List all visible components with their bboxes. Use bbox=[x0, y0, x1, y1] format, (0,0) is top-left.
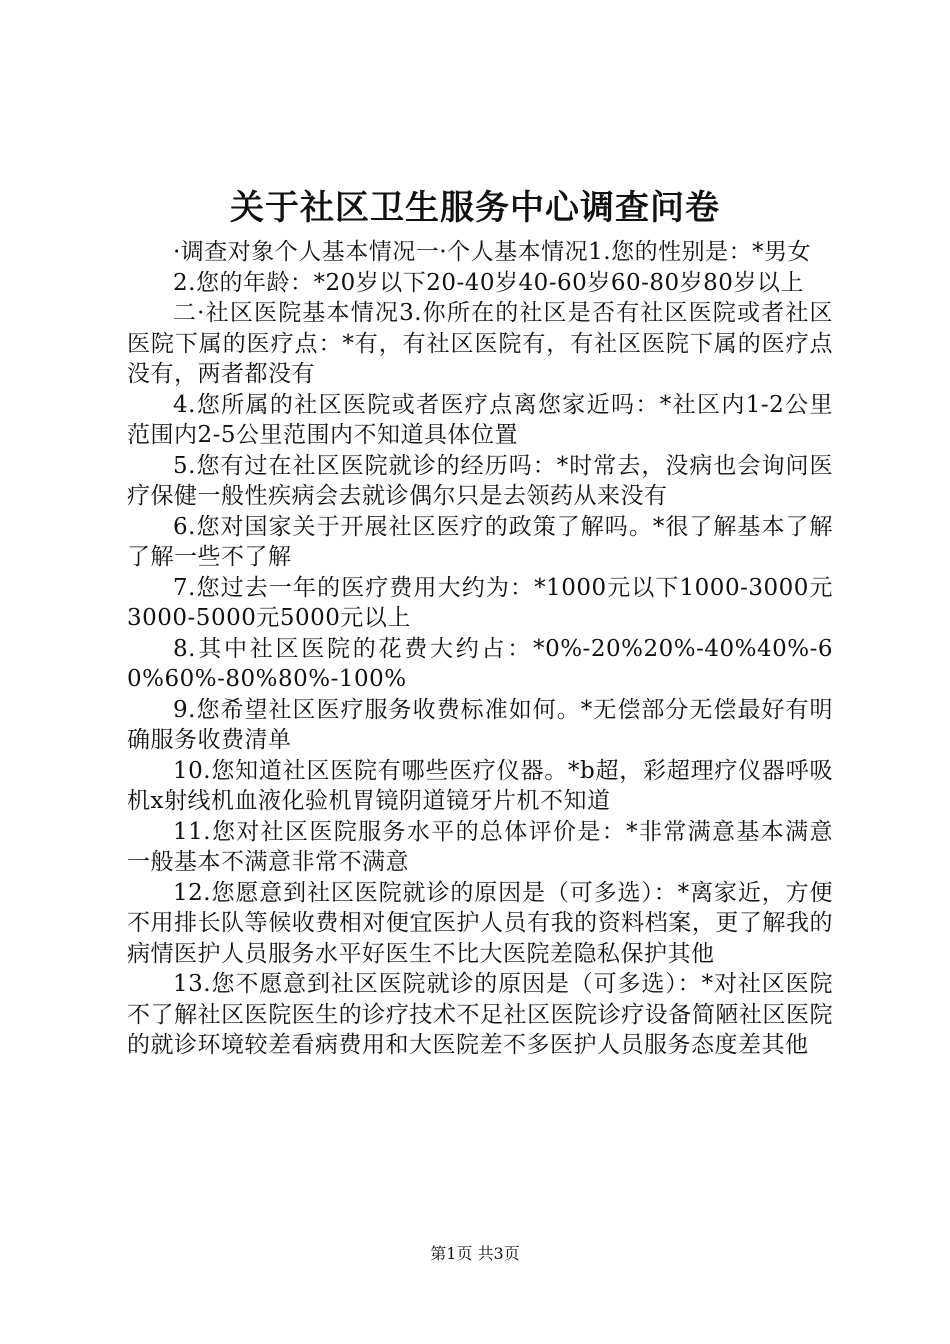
paragraph-q12: 12.您愿意到社区医院就诊的原因是（可多选）：*离家近，方便不用排长队等候收费相对便宜医护人员有我的资料档案，更了解我的病情医护人员服务水平好医生不比大医院差隐私保护其他 bbox=[127, 879, 833, 967]
paragraph-q9: 9.您希望社区医疗服务收费标准如何。*无偿部分无偿最好有明确服务收费清单 bbox=[127, 696, 833, 753]
paragraph-intro-q1: ·调查对象个人基本情况一·个人基本情况1.您的性别是：*男女 bbox=[173, 239, 812, 265]
page-number-footer: 第1页 共3页 bbox=[430, 1244, 520, 1263]
document-body bbox=[127, 237, 833, 1061]
paragraph-q4: 4.您所属的社区医院或者医疗点离您家近吗：*社区内1-2公里范围内2-5公里范围内不知道具体位置 bbox=[127, 391, 833, 448]
paragraph-q11: 11.您对社区医院服务水平的总体评价是：*非常满意基本满意一般基本不满意非常不满意 bbox=[127, 818, 833, 875]
paragraph-q7: 7.您过去一年的医疗费用大约为：*1000元以下1000-3000元3000-5000元5000元以上 bbox=[127, 574, 833, 631]
paragraph-q10: 10.您知道社区医院有哪些医疗仪器。*b超，彩超理疗仪器呼吸机x射线机血液化验机胃镜阴道镜牙片机不知道 bbox=[127, 757, 833, 814]
paragraph-q5: 5.您有过在社区医院就诊的经历吗：*时常去，没病也会询问医疗保健一般性疾病会去就诊偶尔只是去领药从来没有 bbox=[127, 452, 833, 509]
paragraph-q2: 2.您的年龄：*20岁以下20-40岁40-60岁60-80岁80岁以上 bbox=[173, 269, 804, 296]
document-title: 关于社区卫生服务中心调查问卷 bbox=[230, 188, 720, 228]
paragraph-q3: 二·社区医院基本情况3.你所在的社区是否有社区医院或者社区医院下属的医疗点：*有，有社区医院有，有社区医院下属的医疗点没有，两者都没有 bbox=[127, 300, 833, 387]
paragraph-q6: 6.您对国家关于开展社区医疗的政策了解吗。*很了解基本了解了解一些不了解 bbox=[127, 513, 833, 570]
paragraph-q8: 8.其中社区医院的花费大约占：*0%-20%20%-40%40%-60%60%-80%80%-100% bbox=[127, 635, 833, 692]
paragraph-q13: 13.您不愿意到社区医院就诊的原因是（可多选）：*对社区医院不了解社区医院医生的诊疗技术不足社区医院诊疗设备简陋社区医院的就诊环境较差看病费用和大医院差不多医护人员服务态度差其他 bbox=[127, 971, 833, 1058]
